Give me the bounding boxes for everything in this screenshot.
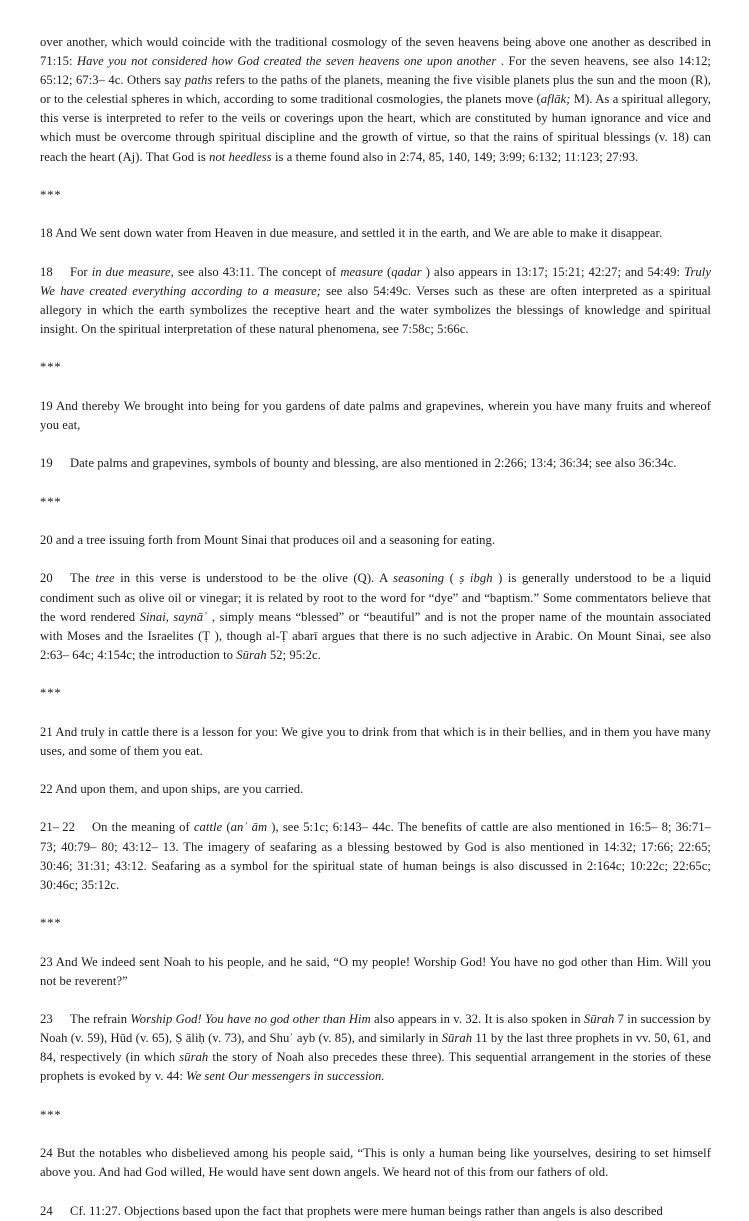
paragraph-commentary-23 — [40, 1010, 711, 1086]
text-run-italic: We sent Our messengers in succession. — [186, 1069, 385, 1084]
paragraph-verse-19 — [40, 397, 711, 435]
text-run: , simply means “blessed” or “beautiful” and is not the proper name of the mountain associated with Moses and the Israelites (Ṭ ), though al-Ṭ abarī argues that there is no such adjective in Arabic. On Mount Sinai, see also 2:63– 64c; 4:154c; the introduction to — [40, 609, 711, 662]
verse-text: 21 And truly in cattle there is a lesson for you: We give you to drink from that which is in their bellies, and in them you have many uses, and some of them you eat. — [40, 724, 711, 758]
paragraph-commentary-24 — [40, 1202, 711, 1221]
text-run: ( — [222, 820, 231, 835]
text-run: also appears in v. 32. It is also spoken in — [370, 1012, 584, 1027]
text-run: refers to the paths of the planets, meaning the five visible planets plus the sun and the moon (R), or to the celestial spheres in which, according to some traditional cosmologies, the planets move ( — [40, 73, 711, 107]
commentary-number: 20 — [40, 571, 53, 586]
text-run-italic: qadar — [391, 264, 422, 279]
paragraph-verse-21 — [40, 723, 711, 761]
text-run-italic: sūrah — [179, 1050, 209, 1065]
text-run: ( — [444, 571, 460, 586]
section-separator: *** — [40, 494, 62, 509]
text-run: ) also appears in 13:17; 15:21; 42:27; and 54:49: — [421, 264, 685, 279]
paragraph-commentary-continuation — [40, 33, 711, 167]
paragraph-commentary-20 — [40, 569, 711, 664]
verse-text: 20 and a tree issuing forth from Mount Sinai that produces oil and a seasoning for eating. — [40, 533, 496, 548]
text-run: ( — [382, 264, 392, 279]
verse-text: 18 And We sent down water from Heaven in due measure, and settled it in the earth, and We are able to make it disappear. — [40, 226, 663, 241]
section-separator: *** — [40, 686, 62, 701]
text-run: see also 43:11. The concept of — [173, 264, 341, 279]
text-run-italic: in due measure, — [91, 264, 174, 279]
text-run: 52; 95:2c. — [266, 647, 321, 662]
commentary-number: 18 — [40, 264, 53, 279]
text-run-italic: not heedless — [209, 149, 272, 164]
text-run-italic: Sūrah — [236, 647, 267, 662]
paragraph-verse-24 — [40, 1144, 711, 1182]
text-run: 11 by the last three prophets in vv. 50, 61, and 84, respectively (in which — [40, 1031, 711, 1065]
text-run: . For the seven heavens, see also 14:12; 65:12; 67:3– 4c. Others say — [40, 54, 711, 88]
commentary-number: 21– 22 — [40, 820, 76, 835]
text-run: in this verse is understood to be the olive (Q). A — [114, 571, 394, 586]
section-separator: *** — [40, 1107, 62, 1122]
text-run-italic: cattle — [193, 820, 223, 835]
section-separator: *** — [40, 187, 62, 202]
text-run-italic: Worship God! You have no god other than Him — [130, 1012, 371, 1027]
verse-text: 24 But the notables who disbelieved among his people said, “This is only a human being like yourselves, desiring to set himself above you. And had God willed, He would have sent down angels. We heard not of this from our fathers of old. — [40, 1146, 711, 1180]
commentary-number: 24 — [40, 1203, 53, 1218]
section-separator: *** — [40, 916, 62, 931]
text-run: 7 in succession by Noah (v. 59), Hūd (v. 65), Ṣ āliḥ (v. 73), and Shuʾ ayb (v. 85), and similarly in — [40, 1012, 711, 1046]
text-run-italic: ṣ ibgh — [459, 571, 493, 586]
text-run: ) is generally understood to be a liquid condiment such as olive oil or vinegar; it is related by root to the word for “dye” and “baptism.” Some commentators believe that the word rendered — [40, 571, 711, 624]
text-run: M). As a spiritual allegory, this verse is interpreted to refer to the veils or coverings upon the heart, which are constituted by human ignorance and vice and which must be overcome through spiritual discipline and the growth of virtue, so that the rains of spiritual blessings (v. 18) can reach the heart (Aj). That God is — [40, 92, 711, 164]
text-run-italic: seasoning — [393, 571, 445, 586]
text-run: The — [70, 571, 96, 586]
text-run-italic: anʾ ām — [230, 820, 268, 835]
verse-text: 19 And thereby We brought into being for you gardens of date palms and grapevines, wherein you have many fruits and whereof you eat, — [40, 398, 711, 432]
text-run-italic: tree — [95, 571, 115, 586]
text-run-italic: Sūrah — [583, 1012, 615, 1027]
text-run: is a theme found also in 2:74, 85, 140, 149; 3:99; 6:132; 11:123; 27:93. — [271, 149, 639, 164]
text-run-italic: Truly We have created everything according to a measure; — [40, 264, 712, 298]
text-run-italic: Have you not considered how God created the seven heavens one upon another — [77, 54, 497, 69]
text-run: Date palms and grapevines, symbols of bounty and blessing, are also mentioned in 2:266; 13:4; 36:34; see also 36:34c. — [70, 456, 677, 471]
text-run: On the meaning of — [92, 820, 194, 835]
text-run-italic: Sūrah — [441, 1031, 473, 1046]
text-run: ), see 5:1c; 6:143– 44c. The benefits of cattle are also mentioned in 16:5– 8; 36:71– 73; 40:79– 80; 43:12– 13. The imagery of seafaring as a blessing bestowed by God is also mentioned in 14:32; 17:66; 22:65; 30:46; 31:31; 43:12. Seafaring as a symbol for the spiritual state of human beings is also discussed in 2:164c; 10:22c; 22:65c; 30:46c; 35:12c. — [40, 820, 711, 892]
paragraph-verse-18 — [40, 224, 711, 243]
paragraph-commentary-21-22 — [40, 818, 711, 894]
paragraph-verse-20 — [40, 531, 711, 550]
text-run: Cf. 11:27. Objections based upon the fact that prophets were mere human beings rather than angels is also described — [70, 1203, 663, 1218]
verse-text: 22 And upon them, and upon ships, are you carried. — [40, 782, 304, 797]
paragraph-verse-22 — [40, 780, 711, 799]
paragraph-commentary-19 — [40, 454, 711, 473]
text-run-italic: Sinai, saynāʾ — [139, 609, 208, 624]
commentary-number: 19 — [40, 456, 53, 471]
text-run-italic: paths — [184, 73, 213, 88]
text-run-italic: measure — [340, 264, 383, 279]
text-run: see also 54:49c. Verses such as these are often interpreted as a spiritual allegory in which the earth symbolizes the receptive heart and the water symbolizes the blessings of knowledge and spiritual insight. On the spiritual interpretation of these natural phenomena, see 7:58c; 5:66c. — [40, 283, 711, 337]
text-column — [40, 33, 711, 1221]
text-run-italic: aflāk; — [540, 92, 571, 107]
section-separator: *** — [40, 360, 62, 375]
text-run: For — [70, 264, 92, 279]
paragraph-commentary-18 — [40, 263, 711, 339]
verse-text: 23 And We indeed sent Noah to his people, and he said, “O my people! Worship God! You have no god other than Him. Will you not be reverent?” — [40, 954, 711, 988]
text-run: over another, which would coincide with the traditional cosmology of the seven heavens being above one another as described in 71:15: — [40, 35, 711, 69]
paragraph-verse-23 — [40, 953, 711, 991]
text-run: the story of Noah also precedes these three). This sequential arrangement in the stories of these prophets is evoked by v. 44: — [40, 1050, 711, 1084]
text-run: The refrain — [70, 1012, 131, 1027]
commentary-number: 23 — [40, 1012, 53, 1027]
